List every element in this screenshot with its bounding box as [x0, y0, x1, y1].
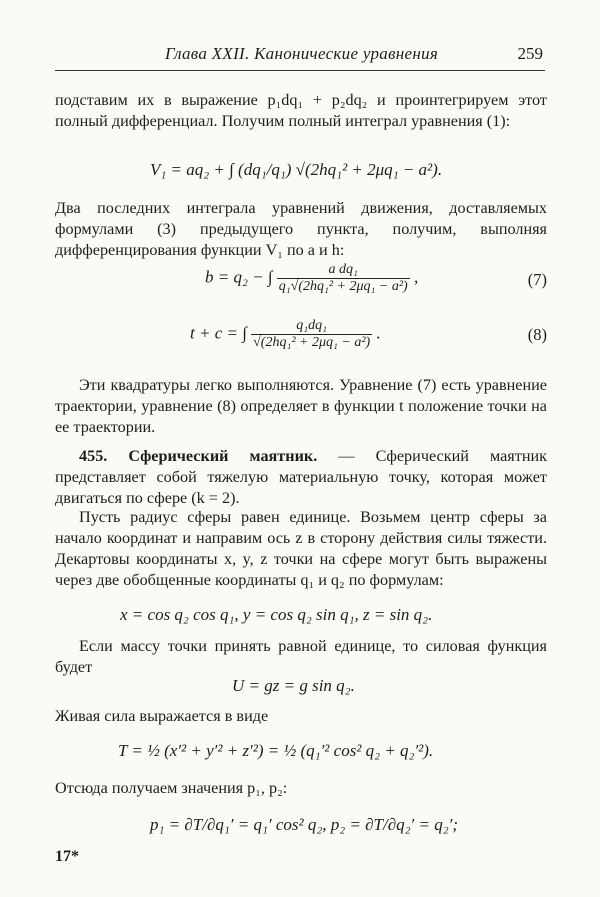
equation-u: U = gz = g sin q₂.: [232, 676, 355, 695]
equation-8-denominator: √(2hq₁² + 2μq₁ − a²): [253, 335, 371, 350]
equation-7: [205, 262, 418, 295]
running-header: [55, 40, 545, 71]
equation-8-lhs: t + c = ∫: [190, 323, 247, 343]
equation-7-fraction: [277, 262, 410, 295]
equation-8-numerator: q₁dq₁: [251, 318, 372, 335]
equation-8-label: (8): [527, 325, 547, 344]
equation-8: [190, 318, 381, 351]
equation-7-tail: ,: [413, 267, 419, 287]
paragraph-5: Если массу точки принять равной единице, то силовая функция будет: [55, 637, 547, 676]
equation-8-tail: .: [376, 323, 381, 343]
signature-mark: 17*: [55, 848, 79, 865]
paragraph-3: Эти квадратуры легко выполняются. Уравнение (7) есть уравнение траектории, уравнение (8) определяет в функции t положение точки на ее траектории.: [55, 376, 547, 436]
equation-7-label: (7): [527, 270, 547, 289]
paragraph-2: Два последних интеграла уравнений движения, доставляемых формулами (3) предыдущего пункта, получим, выполняя дифференцирования функции V₁ по a и h:: [55, 199, 547, 259]
paragraph-6: Живая сила выражается в виде: [55, 707, 269, 725]
paragraph-1: подставим их в выражение p₁dq₁ + p₂dq₂ и проинтегрируем этот полный дифференциал. Получим полный интеграл уравнения (1):: [55, 91, 547, 130]
equation-t: T = ½ (x′² + y′² + z′²) = ½ (q₁′² cos² q₂ + q₂′²).: [118, 741, 434, 760]
equation-7-denominator: q₁√(2hq₁² + 2μq₁ − a²): [278, 279, 408, 294]
equation-7-numerator: a dq₁: [277, 262, 410, 279]
equation-coordinates: x = cos q₂ cos q₁, y = cos q₂ sin q₁, z = sin q₂.: [120, 605, 433, 624]
equation-8-fraction: [251, 318, 372, 351]
equation-7-lhs: b = q₂ − ∫: [205, 267, 273, 287]
section-455: [55, 446, 547, 509]
paragraph-7: Отсюда получаем значения p₁, p₂:: [55, 779, 288, 797]
paragraph-4: Пусть радиус сферы равен единице. Возьмем центр сферы за начало координат и направим ось z в сторону действия силы тяжести. Декартовы координаты x, y, z точки на сфере могут быть выражены через две обобщенные координаты q₁ и q₂ по формулам:: [55, 508, 547, 589]
equation-v1: V₁ = aq₂ + ∫ (dq₁/q₁) √(2hq₁² + 2μq₁ − a²).: [150, 160, 443, 179]
chapter-title: Глава XXII. Канонические уравнения: [165, 44, 439, 63]
section-heading: 455. Сферический маятник.: [79, 447, 318, 465]
page-number: 259: [517, 44, 543, 63]
equation-momenta: p₁ = ∂T/∂q₁′ = q₁′ cos² q₂, p₂ = ∂T/∂q₂′ = q₂′;: [150, 815, 459, 834]
section-intro: — Сферический маятник представляет собой тяжелую материальную точку, которая может двигаться по сфере (k = 2).: [55, 447, 548, 507]
